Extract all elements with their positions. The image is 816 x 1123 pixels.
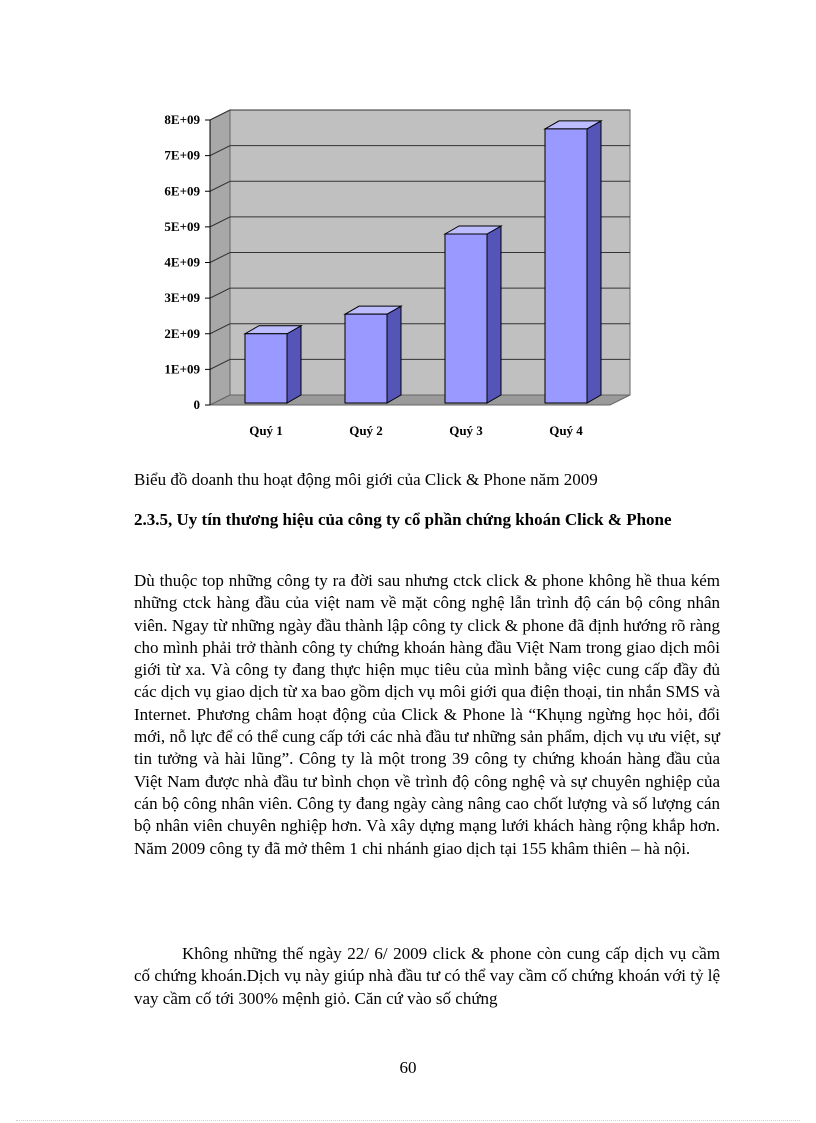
y-tick-label: 8E+09	[164, 112, 200, 127]
y-tick-label: 2E+09	[164, 325, 200, 341]
bar-front	[445, 234, 487, 403]
x-tick-label: Quý 3	[449, 423, 483, 438]
y-tick-label: 5E+09	[164, 218, 200, 234]
y-tick-label: 4E+09	[164, 254, 200, 270]
y-tick-label: 1E+09	[164, 361, 200, 377]
bar-front	[345, 314, 387, 403]
y-tick-label: 6E+09	[164, 183, 200, 199]
page-footer-divider	[16, 1120, 800, 1121]
bar-side	[387, 306, 401, 403]
revenue-bar-chart	[164, 100, 660, 450]
bar-1	[245, 326, 301, 403]
bar-side	[287, 326, 301, 403]
section-heading: 2.3.5, Uy tín thương hiệu của công ty cổ phần chứng khoán Click & Phone	[134, 510, 672, 529]
bar-side	[587, 121, 601, 403]
x-tick-label: Quý 4	[549, 423, 583, 438]
bar-2	[345, 306, 401, 403]
paragraph-reputation: Dù thuộc top những công ty ra đời sau nhưng ctck click & phone không hề thua kém những ctck hàng đầu của việt nam về mặt công nghệ lẫn trình độ cán bộ công nhân viên. Ngay từ những ngày đầu thành lập công ty click & phone đã định hướng rõ ràng cho mình phải trở thành công ty chứng khoán hàng đầu Việt Nam trong giao dịch môi giới từ xa. Và công ty đang thực hiện mục tiêu của mình bằng việc cung cấp đầy đủ các dịch vụ giao dịch từ xa bao gồm dịch vụ môi giới qua điện thoại, tin nhắn SMS và Internet. Phương châm hoạt động của Click & Phone là “Khụng ngừng học hỏi, đổi mới, nỗ lực để có thể cung cấp tới các nhà đầu tư những sản phẩm, dịch vụ ưu việt, sự tin tưởng và hài lũng”. Công ty là một trong 39 công ty chứng khoán hàng đầu của Việt Nam được nhà đầu tư bình chọn về trình độ công nghệ và sự chuyên nghiệp của cán bộ công nhân viên. Công ty đang ngày càng nâng cao chốt lượng và số lượng cán bộ nhân viên chuyên nghiệp hơn. Và xây dựng mạng lưới khách hàng rộng khắp hơn. Năm 2009 công ty đã mở thêm 1 chi nhánh giao dịch tại 155 khâm thiên – hà nội.	[134, 571, 720, 858]
chart-caption: Biểu đồ doanh thu hoạt động môi giới của Click & Phone năm 2009	[134, 470, 598, 489]
bar-front	[245, 334, 287, 403]
bar-4	[545, 121, 601, 403]
x-tick-label: Quý 1	[249, 423, 283, 438]
page-number: 60	[399, 1058, 417, 1077]
bar-front	[545, 129, 587, 403]
y-tick-label: 3E+09	[164, 290, 200, 306]
bar-side	[487, 226, 501, 403]
x-tick-label: Quý 2	[349, 423, 383, 438]
bar-3	[445, 226, 501, 403]
y-tick-label: 0	[193, 397, 200, 412]
paragraph-margin-service: Không những thế ngày 22/ 6/ 2009 click & phone còn cung cấp dịch vụ cầm cố chứng khoán.Dịch vụ này giúp nhà đầu tư có thể vay cầm cố chứng khoán với tỷ lệ vay cầm cố tới 300% mệnh giỏ. Căn cứ vào số chứng	[134, 944, 720, 1008]
y-tick-label: 7E+09	[164, 147, 200, 163]
